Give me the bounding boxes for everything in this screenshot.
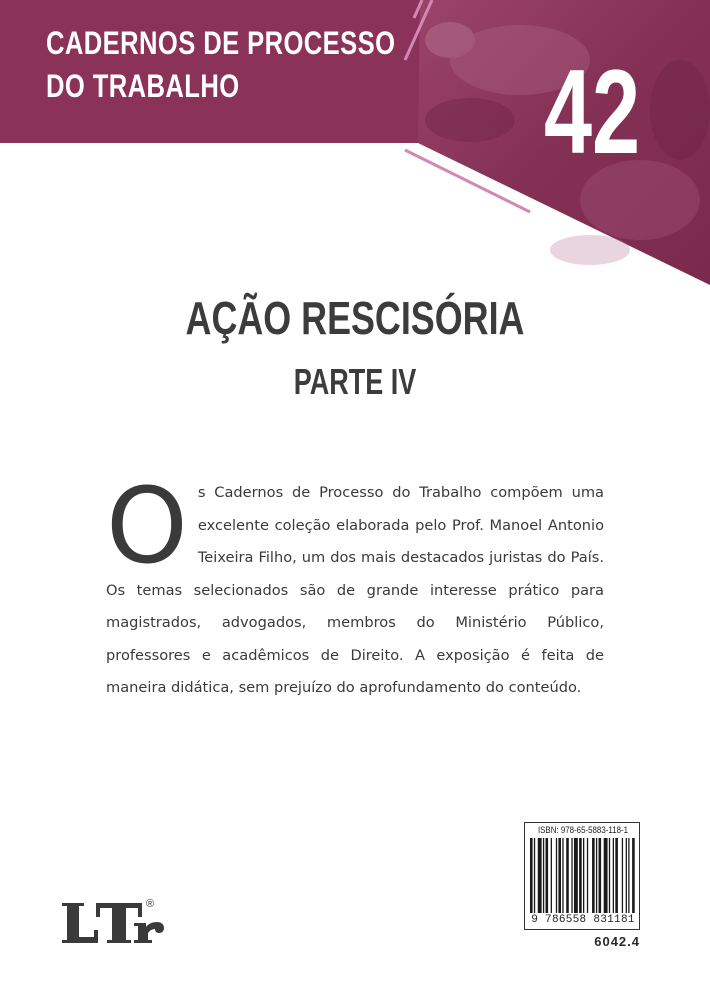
barcode-bar (599, 838, 602, 913)
barcode-digits: 9 786558 831181 (531, 914, 635, 926)
barcode-bar (626, 838, 627, 913)
barcode-bar (546, 838, 549, 913)
book-title: AÇÃO RESCISÓRIA (185, 292, 525, 344)
barcode-box (524, 822, 640, 930)
series-title-line1: CADERNOS DE PROCESSO (46, 25, 396, 61)
series-title (46, 22, 395, 108)
barcode-bar (632, 838, 635, 913)
book-subtitle: PARTE IV (293, 361, 417, 402)
barcode-bar (587, 838, 588, 913)
volume-number: 42 (543, 45, 641, 179)
barcode-bar (592, 838, 595, 913)
barcode-bar (566, 838, 569, 913)
drop-cap: O (106, 465, 188, 587)
barcode-bar (538, 838, 542, 913)
catalog-code: 6042.4 (594, 934, 640, 949)
barcode-bar (628, 838, 629, 913)
barcode-bar (622, 838, 623, 913)
barcode-bar (543, 838, 544, 913)
barcode-bar (604, 838, 608, 913)
barcode-bar (613, 838, 614, 913)
registered-mark: ® (146, 898, 155, 910)
isbn-label: ISBN: 978-65-5883-118-1 (537, 825, 629, 835)
barcode-bar (583, 838, 584, 913)
barcode-bar (556, 838, 557, 913)
blurb-text: s Cadernos de Processo do Trabalho compõem uma excelente coleção elaborada pelo Prof. Manoel Antonio Teixeira Filho, um dos mais destacados juristas do País. Os temas selecionados são de grande interesse prático para magistrados, advogados, membros do Ministério Público, professores e acadêmicos de Direito. A exposição é feita de maneira didática, sem prejuízo do aprofundamento do conteúdo. (106, 484, 604, 696)
publisher-logo (60, 897, 170, 947)
barcode-bar (596, 838, 597, 913)
barcode-bar (615, 838, 618, 913)
barcode-bar (609, 838, 610, 913)
barcode-bar (530, 838, 533, 913)
series-title-line2: DO TRABALHO (46, 68, 240, 104)
barcode-bars (530, 838, 636, 913)
barcode-bar (562, 838, 563, 913)
barcode-bar (571, 838, 572, 913)
barcode-bar (551, 838, 552, 913)
barcode-bar (558, 838, 561, 913)
barcode-bar (534, 838, 535, 913)
barcode-bar (579, 838, 582, 913)
blurb (106, 465, 604, 717)
barcode-bar (574, 838, 578, 913)
